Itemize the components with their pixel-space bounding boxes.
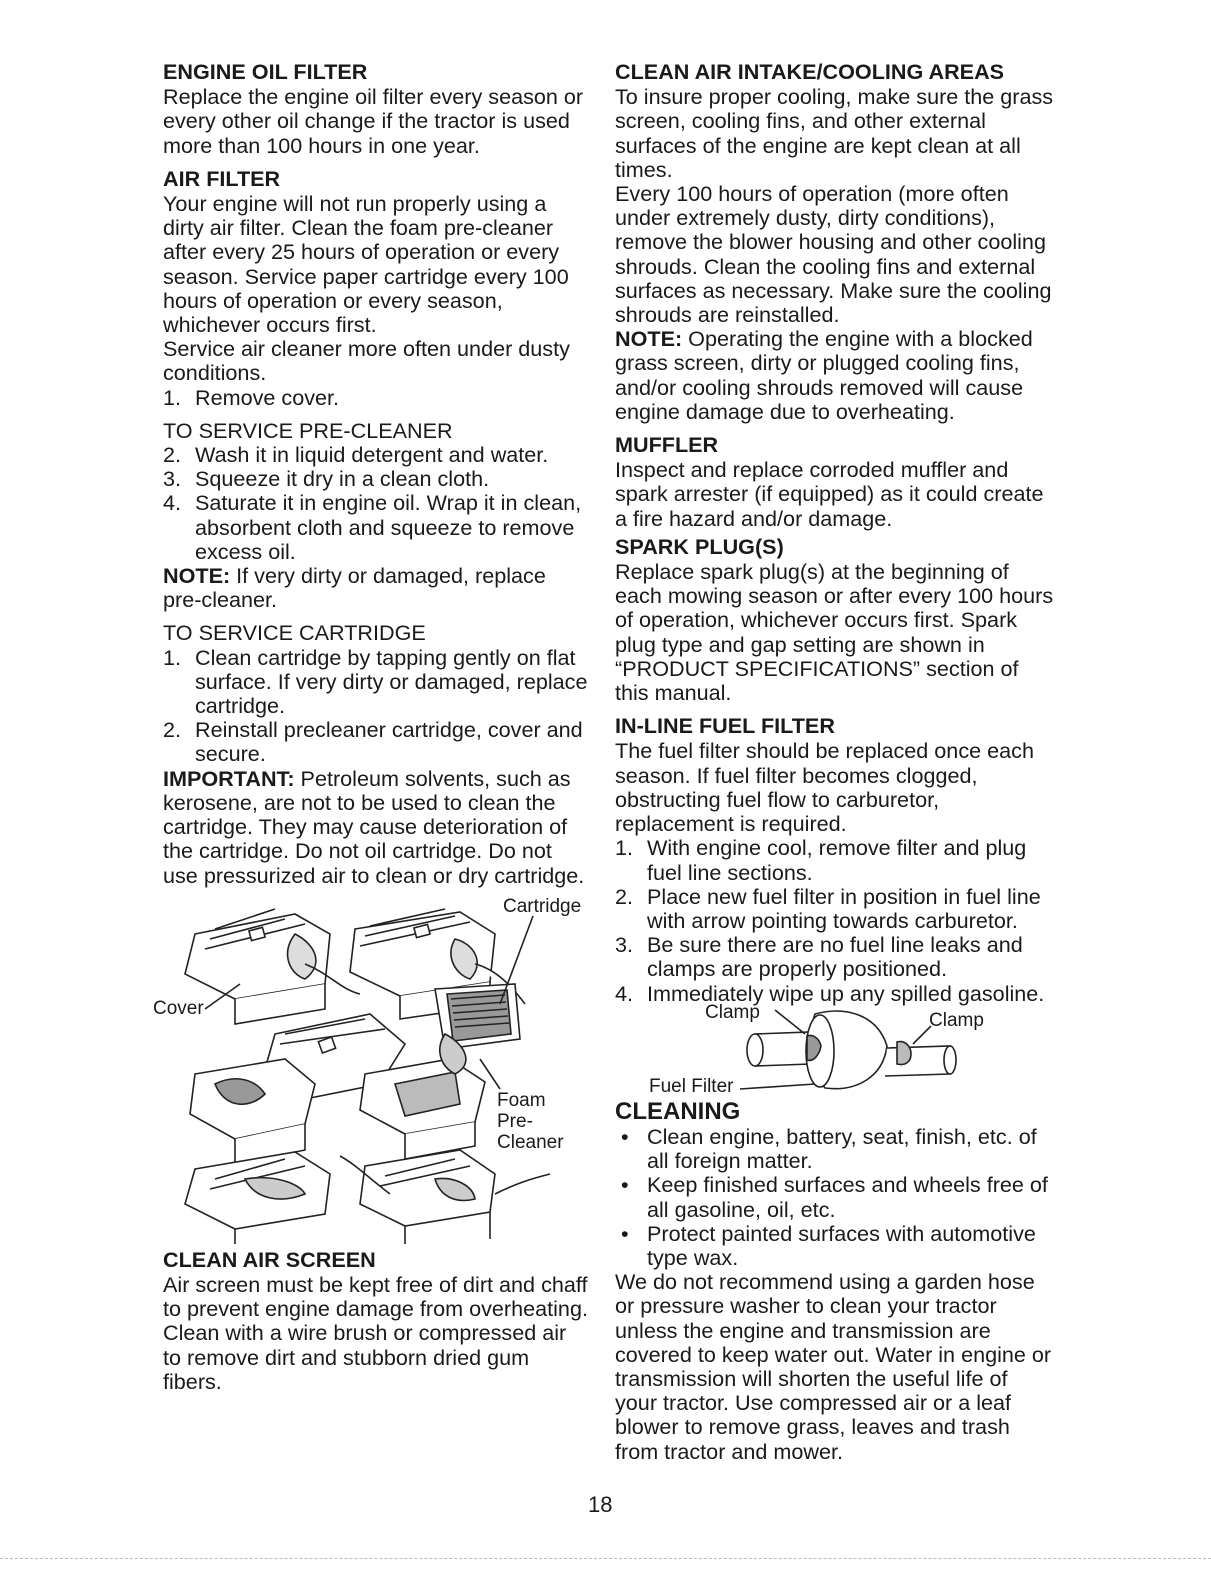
air-filter-heading: AIR FILTER [163, 165, 281, 191]
intake-heading: CLEAN AIR INTAKE/COOLING AREAS [615, 59, 1005, 84]
oil-filter-body: Replace the engine oil filter every season or every other oil change if the tractor is used more than 100 hours in one year. [163, 84, 584, 158]
page-number: 18 [588, 1492, 613, 1517]
list-item: 3. Be sure there are no fuel line leaks and clamps are properly positioned. [615, 932, 1023, 982]
label-fuel-filter: Fuel Filter [649, 1075, 734, 1097]
list-item: 1. Remove cover. [163, 384, 340, 410]
air-cleaner-drawing [155, 894, 595, 1244]
fuel-filter-heading: IN-LINE FUEL FILTER [615, 713, 835, 739]
list-item: 1. With engine cool, remove filter and plug fuel line sections. [615, 835, 1027, 885]
fuel-filter-steps [615, 836, 1055, 1005]
cleaning-body: We do not recommend using a garden hose or pressure washer to clean your tractor unless the engine and transmission are covered to keep water out. Water in engine or transmission will shorten the useful life of your tractor. Use compressed air or a leaf blower to remove grass, leaves and trash from tractor and mower. [615, 1269, 1052, 1464]
air-filter-body-1: Your engine will not run properly using a dirty air filter. Clean the foam pre-cleaner after every 25 hours of operation or every season. Service paper cartridge every 100 hours of operation or every season, whichever occurs first. [163, 191, 569, 338]
label-foam-pre-cleaner: Foam Pre- Cleaner [497, 1089, 564, 1153]
muffler-heading: MUFFLER [615, 432, 719, 458]
oil-filter-heading: ENGINE OIL FILTER [163, 59, 368, 84]
list-item: 2. Wash it in liquid detergent and water. [163, 442, 549, 468]
spark-plugs-heading: SPARK PLUG(S) [615, 533, 784, 559]
air-filter-illustration [155, 894, 595, 1244]
air-screen-heading: CLEAN AIR SCREEN [163, 1246, 376, 1272]
pre-cleaner-note: NOTE: If very dirty or damaged, replace pre-cleaner. [163, 563, 546, 613]
important-note: IMPORTANT: Petroleum solvents, such as kerosene, are not to be used to clean the cartridge. They may cause deterioration of the cartridge. Do not oil cartridge. Do not use pressurized air to clean or dry cartridge. [163, 765, 585, 888]
label-clamp-left: Clamp [705, 1001, 760, 1023]
list-item: 4. Saturate it in engine oil. Wrap it in clean, absorbent cloth and squeeze to remove excess oil. [163, 490, 582, 564]
spark-plugs-body: Replace spark plug(s) at the beginning of each mowing season or after every 100 hours of operation, whichever occurs first. Spark plug type and gap setting are shown in “PRODUCT SPECIFICATIONS” section of this manual. [615, 559, 1054, 706]
left-column [153, 59, 588, 1394]
label-cartridge: Cartridge [503, 895, 582, 917]
intake-body-2: Every 100 hours of operation (more often under extremely dusty, dirty conditions), remove the blower housing and other cooling shrouds. Clean the cooling fins and external surfaces as necessary. Make sure the cooling shrouds are reinstalled. [615, 181, 1052, 328]
list-item: • Keep finished surfaces and wheels free of all gasoline, oil, etc. [621, 1172, 1048, 1222]
intake-body-1: To insure proper cooling, make sure the grass screen, cooling fins, and other external surfaces of the engine are kept clean at all times. [615, 84, 1054, 182]
label-cover: Cover [153, 997, 204, 1019]
list-item: 2. Reinstall precleaner cartridge, cover and secure. [163, 717, 583, 767]
list-item: 1. Clean cartridge by tapping gently on flat surface. If very dirty or damaged, replace cartridge. [163, 644, 588, 719]
cartridge-heading: TO SERVICE CARTRIDGE [163, 620, 426, 646]
fuel-filter-body: The fuel filter should be replaced once each season. If fuel filter becomes clogged, obstructing fuel flow to carburetor, replacement is required. [615, 738, 1034, 837]
list-item: • Clean engine, battery, seat, finish, etc. of all foreign matter. [621, 1123, 1037, 1174]
intake-note: NOTE: Operating the engine with a blocked grass screen, dirty or plugged cooling fins, and/or cooling shrouds removed will cause engine damage due to overheating. [615, 326, 1033, 424]
cleaning-bullets [615, 1125, 1055, 1270]
fuel-filter-illustration [615, 1001, 1045, 1098]
label-clamp-right: Clamp [929, 1009, 984, 1031]
cartridge-steps [163, 646, 588, 767]
muffler-body: Inspect and replace corroded muffler and spark arrester (if equipped) as it could create a fire hazard and/or damage. [615, 457, 1044, 531]
list-item: • Protect painted surfaces with automotive type wax. [621, 1220, 1036, 1270]
right-column [615, 60, 1055, 1464]
air-filter-step-list [163, 386, 588, 410]
cleaning-heading: CLEANING [615, 1097, 741, 1125]
bottom-divider [0, 1558, 1211, 1559]
list-item: 4. Immediately wipe up any spilled gasoline. [615, 980, 1045, 1006]
list-item: 2. Place new fuel filter in position in fuel line with arrow pointing towards carburetor. [615, 883, 1041, 933]
air-screen-body: Air screen must be kept free of dirt and chaff to prevent engine damage from overheating. Clean with a wire brush or compressed air to remove dirt and stubborn dried gum fibers. [163, 1271, 588, 1394]
pre-cleaner-steps [163, 443, 588, 564]
list-item: 3. Squeeze it dry in a clean cloth. [163, 466, 490, 492]
air-filter-body-2: Service air cleaner more often under dusty conditions. [163, 336, 570, 386]
pre-cleaner-heading: TO SERVICE PRE-CLEANER [163, 417, 453, 443]
